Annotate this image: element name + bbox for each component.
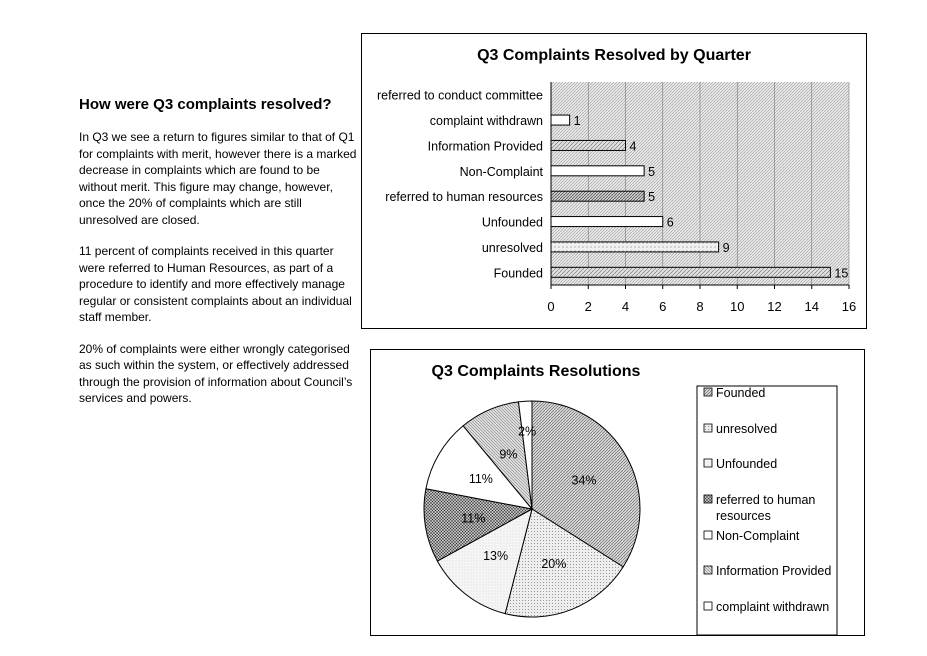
legend-swatch: [704, 566, 712, 574]
category-label: unresolved: [481, 240, 543, 255]
pie-data-label: 34%: [571, 473, 597, 488]
legend-swatch: [704, 531, 712, 539]
bar-chart: [362, 34, 866, 328]
bar-chart-frame: [361, 33, 867, 329]
legend-swatch: [704, 495, 712, 503]
pie-data-label: 13%: [483, 548, 509, 563]
data-label: 5: [648, 164, 656, 179]
data-label: 4: [629, 139, 637, 154]
legend-label: Founded: [716, 386, 766, 400]
pie-chart-frame: [370, 349, 865, 636]
pie-data-label: 2%: [518, 424, 537, 439]
data-label: 5: [648, 190, 656, 205]
data-label: 1: [573, 114, 581, 129]
category-label: Founded: [493, 266, 543, 281]
bar: [551, 140, 626, 150]
x-tick-label: 14: [804, 299, 819, 314]
category-label: Unfounded: [481, 215, 543, 230]
x-tick-label: 12: [767, 299, 782, 314]
pie-data-label: 11%: [468, 471, 493, 486]
legend-label: unresolved: [716, 422, 778, 436]
article-text: [79, 96, 359, 422]
pie-chart: [371, 350, 864, 635]
legend-label: complaint withdrawn: [716, 600, 830, 614]
data-label: 6: [666, 215, 674, 230]
bar: [551, 217, 663, 227]
x-tick-label: 4: [621, 299, 630, 314]
data-label: 15: [834, 266, 849, 281]
legend-swatch: [704, 388, 712, 396]
bar: [551, 166, 644, 176]
category-label: complaint withdrawn: [429, 114, 543, 129]
bar: [551, 115, 570, 125]
bar: [551, 267, 830, 277]
legend-swatch: [704, 602, 712, 610]
pie-data-label: 20%: [541, 557, 567, 572]
bar: [551, 242, 719, 252]
x-tick-label: 2: [584, 299, 592, 314]
article-paragraph-2: 11 percent of complaints received in this quarter were referred to Human Resources, as part of a procedure to identify and more effectively manage regular or consistent complaints about an individual staff member.: [79, 244, 352, 324]
pie-chart-title: Q3 Complaints Resolutions: [431, 363, 641, 380]
legend-label: Unfounded: [716, 457, 778, 471]
article-paragraph-1: In Q3 we see a return to figures similar to that of Q1 for complaints with merit, however there is a marked decrease in complaints which are found to be without merit. This figure may change, however, once the 20% of complaints which are still unresolved are closed.: [79, 130, 357, 227]
x-tick-label: 10: [730, 299, 745, 314]
legend-swatch: [704, 424, 712, 432]
legend-label: Information Provided: [716, 564, 832, 578]
data-label: 9: [722, 240, 730, 255]
x-tick-label: 16: [841, 299, 857, 314]
article-paragraph-3: 20% of complaints were either wrongly categorised as such within the system, or effectively addressed through the provision of information about Council’s services and powers.: [79, 341, 353, 405]
pie-data-label: 9%: [499, 447, 518, 462]
bar: [551, 191, 644, 201]
pie-data-label: 11%: [461, 511, 486, 526]
legend-label: Non-Complaint: [716, 529, 800, 543]
x-tick-label: 8: [696, 299, 704, 314]
category-label: Information Provided: [427, 139, 543, 154]
category-label: referred to human resources: [385, 190, 543, 205]
category-label: Non-Complaint: [459, 164, 543, 179]
x-tick-label: 6: [659, 299, 667, 314]
legend-swatch: [704, 459, 712, 467]
x-tick-label: 0: [547, 299, 555, 314]
legend-label: referred to human resources: [716, 493, 816, 523]
category-label: referred to conduct committee: [376, 88, 543, 103]
bar-chart-title: Q3 Complaints Resolved by Quarter: [477, 47, 751, 64]
article-heading: How were Q3 complaints resolved?: [79, 96, 332, 113]
